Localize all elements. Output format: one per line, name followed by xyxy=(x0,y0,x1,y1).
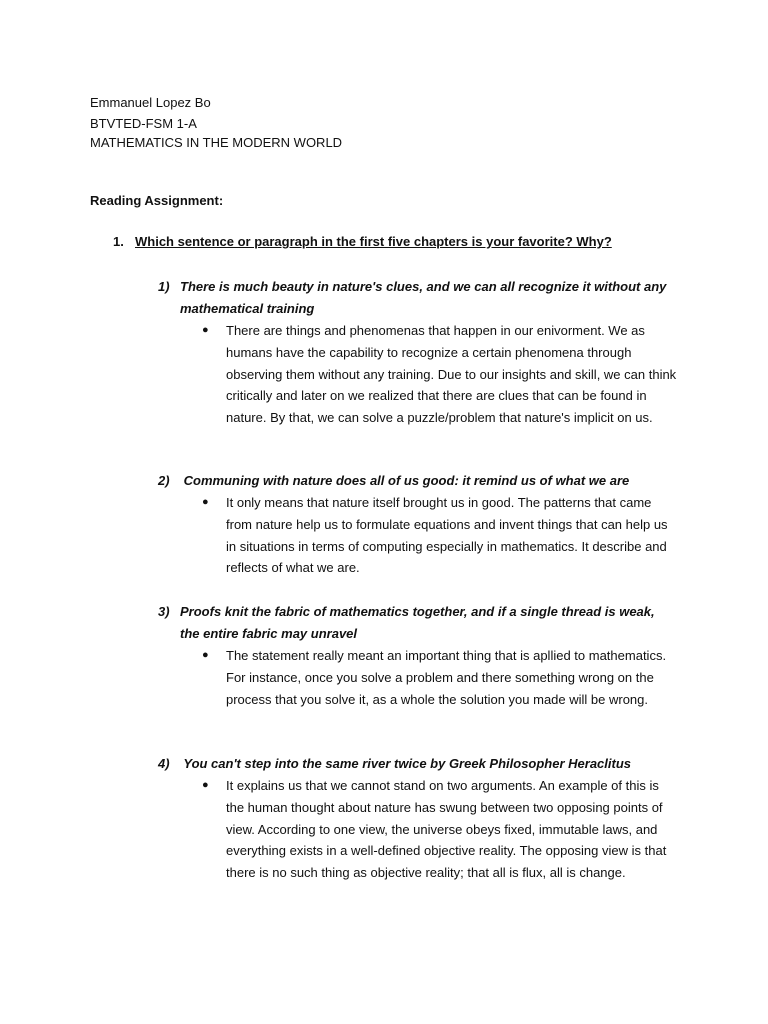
item-title-line1: Proofs knit the fabric of mathematics together, and if a single thread is weak, xyxy=(180,604,655,619)
item-title-line1: You can't step into the same river twice by Greek Philosopher Heraclitus xyxy=(180,756,632,771)
answer-item-3 xyxy=(158,601,698,710)
course-title: MATHEMATICS IN THE MODERN WORLD xyxy=(90,135,343,150)
answer-item-1 xyxy=(158,276,698,429)
bullet-point xyxy=(202,775,678,884)
item-title-line1: There is much beauty in nature's clues, and we can all recognize it without any xyxy=(180,279,667,294)
item-title-line1: Communing with nature does all of us good: it remind us of what we are xyxy=(180,473,630,488)
item-title xyxy=(158,470,698,492)
bullet-text: The statement really meant an important thing that is apllied to mathematics. For instance, once you solve a problem and there something wrong on the process that you solve it, as a whole the solution you made will be wrong. xyxy=(226,648,667,707)
question-1 xyxy=(113,234,612,249)
section-code: BTVTED-FSM 1-A xyxy=(90,116,197,131)
bullet-point xyxy=(202,492,678,579)
bullet-text: It explains us that we cannot stand on two arguments. An example of this is the human thought about nature has swung between two opposing points of view. According to one view, the universe obeys fixed, immutable laws, and everything exists in a well-defined objective reality. The opposing view is that there is no such thing as objective reality; that all is flux, all is change. xyxy=(226,778,667,881)
bullet-icon: ● xyxy=(202,324,209,336)
item-title-line2: mathematical training xyxy=(180,301,315,316)
item-title xyxy=(158,601,698,645)
item-number: 1) xyxy=(158,279,170,294)
author-name: Emmanuel Lopez Bo xyxy=(90,95,211,110)
bullet-icon: ● xyxy=(202,779,209,791)
answer-item-4 xyxy=(158,753,698,884)
item-title xyxy=(158,753,698,775)
reading-assignment-heading: Reading Assignment: xyxy=(90,193,224,208)
item-title xyxy=(158,276,698,320)
item-number: 4) xyxy=(158,756,170,771)
bullet-icon: ● xyxy=(202,496,209,508)
bullet-icon: ● xyxy=(202,649,209,661)
item-number: 3) xyxy=(158,604,170,619)
question-text: Which sentence or paragraph in the first five chapters is your favorite? Why? xyxy=(135,234,612,249)
bullet-point xyxy=(202,645,678,710)
item-title-line2: the entire fabric may unravel xyxy=(180,626,358,641)
item-number: 2) xyxy=(158,473,170,488)
bullet-point xyxy=(202,320,678,429)
question-number: 1. xyxy=(113,234,124,249)
bullet-text: It only means that nature itself brought us in good. The patterns that came from nature help us to formulate equations and invent things that can help us in situations in terms of computing especially in mathematics. It describe and reflects of what we are. xyxy=(226,495,668,576)
answer-item-2 xyxy=(158,470,698,579)
bullet-text: There are things and phenomenas that happen in our enivorment. We as humans have the capability to recognize a certain phenomena through observing them without any training. Due to our insights and skill, we can think critically and later on we realized that there are clues that can be found in nature. By that, we can solve a puzzle/problem that nature's implicit on us. xyxy=(226,323,677,426)
